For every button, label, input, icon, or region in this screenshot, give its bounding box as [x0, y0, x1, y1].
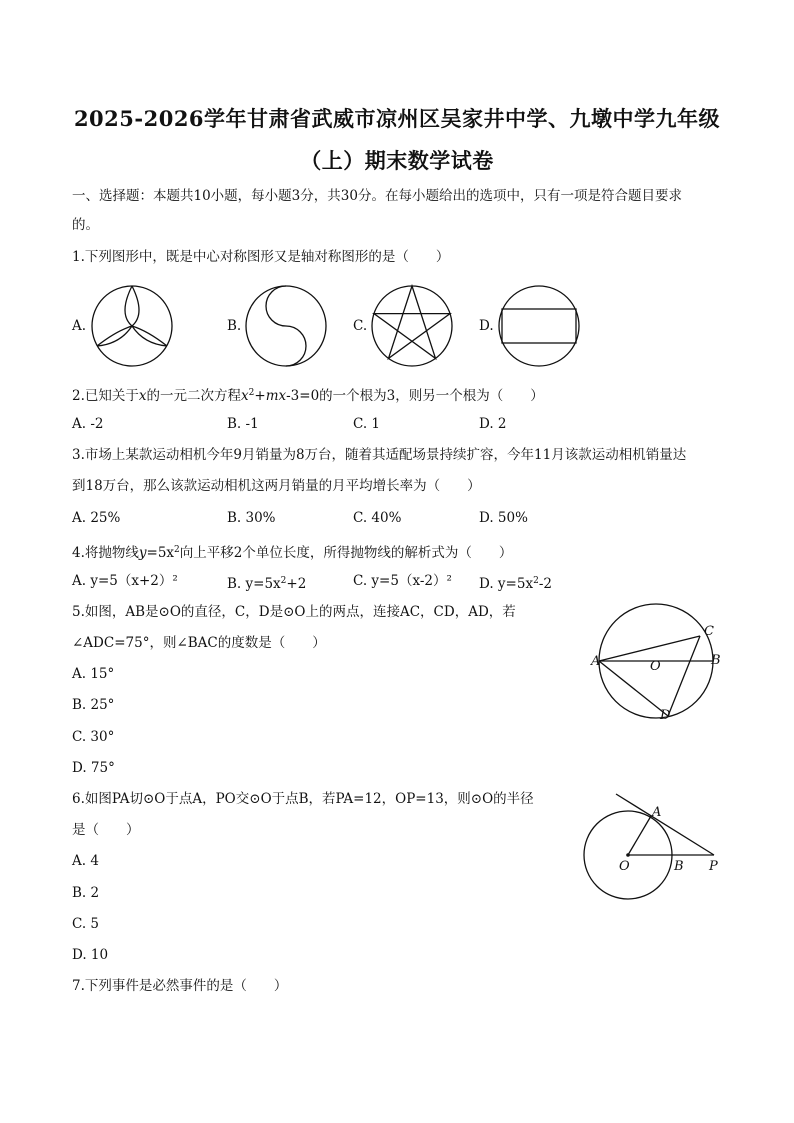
question-2-stem: 2.已知关于x的一元二次方程$x^2+mx-3=0$的一个根为3，则另一个根为（ ）	[72, 388, 544, 404]
question-3-stem-line2: 到18万台，那么该款运动相机这两月销量的月平均增长率为（ ）	[72, 478, 481, 494]
q2-option-b: B. -1	[227, 416, 259, 432]
q5-option-b: B. 25°	[72, 697, 115, 713]
q6-option-c: C. 5	[72, 916, 100, 932]
q3-option-c: C. 40%	[353, 510, 402, 526]
q1-figure-c-star-circle	[370, 284, 454, 368]
question-6-stem-line1: 6.如图PA切⊙O于点A，PO交⊙O于点B，若PA=12，OP=13，则⊙O的半径	[72, 791, 534, 807]
q6-label-b: B	[674, 859, 684, 874]
q1-option-a-label: A.	[72, 318, 87, 334]
q5-option-d: D. 75°	[72, 760, 115, 776]
q1-option-b-label: B.	[227, 318, 242, 334]
q5-label-d: D	[660, 708, 671, 723]
q4-option-a: A. y=5（x+2）²	[72, 573, 178, 589]
question-5-stem-line1: 5.如图，AB是⊙O的直径，C，D是⊙O上的两点，连接AC，CD，AD，若	[72, 604, 516, 620]
question-6-stem-line2: 是（ ）	[72, 822, 140, 838]
q1-option-c-label: C.	[353, 318, 368, 334]
q6-label-o: O	[619, 859, 630, 874]
q6-option-b: B. 2	[72, 885, 100, 901]
section-intro-line2: 的。	[72, 217, 99, 233]
q1-figure-d-rectangle-circle	[497, 284, 581, 368]
q4-option-b: B. $y=5x^2+2$	[227, 576, 307, 592]
q5-label-a: A	[591, 654, 601, 669]
q5-option-c: C. 30°	[72, 729, 115, 745]
q6-label-a: A	[652, 805, 662, 820]
q5-option-a: A. 15°	[72, 666, 115, 682]
q4-option-d: D. $y=5x^2-2$	[479, 576, 552, 592]
q2-option-c: C. 1	[353, 416, 381, 432]
q5-circle-diagram	[590, 620, 730, 730]
question-1-stem: 1.下列图形中，既是中心对称图形又是轴对称图形的是（ ）	[72, 249, 450, 265]
q3-option-b: B. 30%	[227, 510, 276, 526]
q6-tangent-diagram	[580, 790, 730, 900]
q5-label-c: C	[704, 624, 714, 639]
q2-option-a: A. -2	[72, 416, 104, 432]
q1-figure-b-yinyang-circle	[244, 284, 328, 368]
q6-option-a: A. 4	[72, 853, 99, 869]
q5-label-b: B	[711, 653, 721, 668]
q1-option-d-label: D.	[479, 318, 494, 334]
question-4-stem: 4.将抛物线$y=5x^2$向上平移2个单位长度，所得抛物线的解析式为（ ）	[72, 545, 513, 561]
q6-option-d: D. 10	[72, 947, 109, 963]
q2-option-d: D. 2	[479, 416, 507, 432]
section-intro-line1: 一、选择题：本题共10小题，每小题3分，共30分。在每小题给出的选项中，只有一项是符合题目要求	[72, 188, 682, 204]
q5-label-o: O	[650, 659, 661, 674]
q3-option-d: D. 50%	[479, 510, 528, 526]
page-title-line2: （上）期末数学试卷	[300, 148, 494, 173]
q3-option-a: A. 25%	[72, 510, 121, 526]
q4-option-c: C. y=5（x-2）²	[353, 573, 452, 589]
question-3-stem-line1: 3.市场上某款运动相机今年9月销量为8万台，随着其适配场景持续扩容，今年11月该款运动相机销量达	[72, 447, 687, 463]
q6-label-p: P	[709, 859, 718, 874]
question-5-stem-line2: ∠ADC=75°，则∠BAC的度数是（ ）	[72, 635, 326, 651]
q1-figure-a-trefoil-circle	[90, 284, 174, 368]
page-title-line1: 2025-2026学年甘肃省武威市凉州区吴家井中学、九墩中学九年级	[73, 106, 721, 131]
question-7-stem: 7.下列事件是必然事件的是（ ）	[72, 978, 288, 994]
